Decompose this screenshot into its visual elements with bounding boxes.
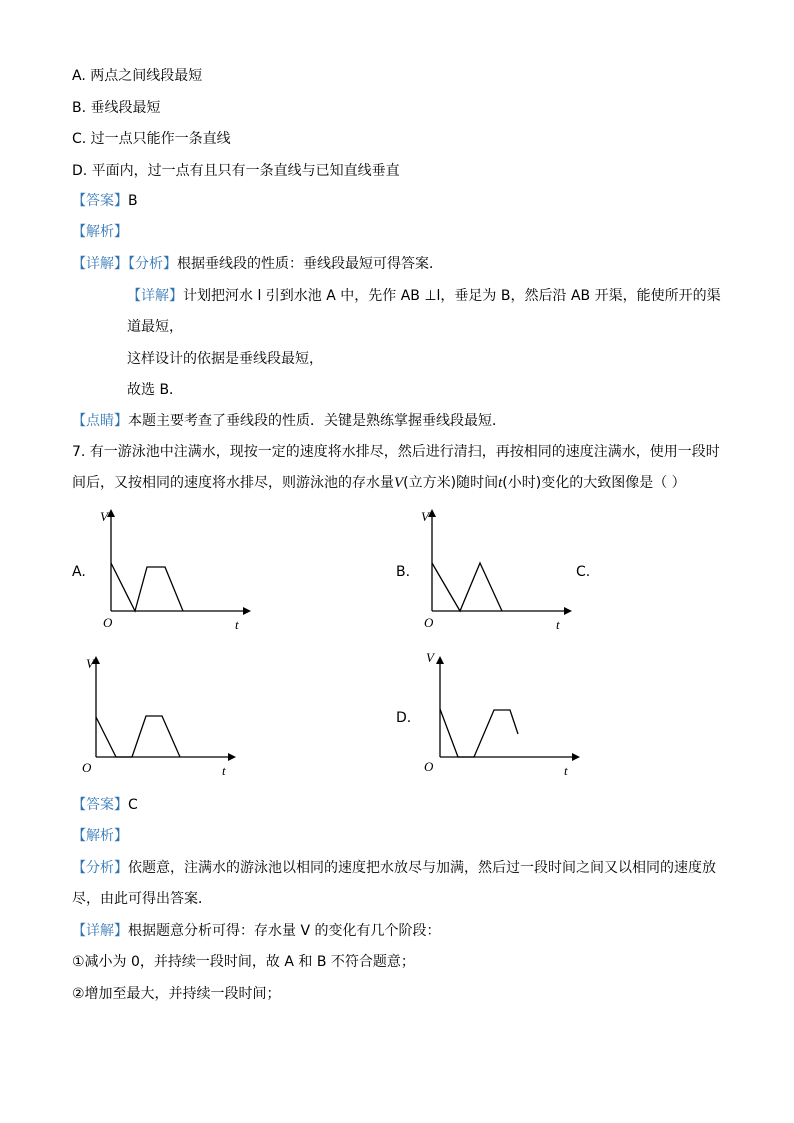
graph-b	[416, 505, 576, 635]
axis-t-label: t	[564, 763, 568, 778]
q6-analysis-tag: 【解析】	[72, 224, 128, 240]
graph-line	[111, 563, 183, 611]
q7-step2: ②增加至最大，并持续一段时间；	[72, 986, 281, 1002]
graph-c-label: C.	[576, 564, 591, 580]
graph-line	[432, 563, 502, 611]
axis-v-label: V	[426, 650, 434, 665]
analysis-text: 根据垂线段的性质：垂线段最短可得答案．	[177, 256, 443, 272]
graph-d	[424, 650, 584, 780]
q7-fenxi-cont: 尽，由此可得出答案．	[72, 891, 212, 907]
q7-stem-line1: 7. 有一游泳池中注满水，现按一定的速度将水排尽，然后进行清扫，再按相同的速度注满水，使用一段时	[72, 444, 720, 460]
q6-detail-cont: 道最短，	[127, 319, 183, 335]
graph-a	[95, 505, 255, 635]
axis-t-label: t	[235, 617, 239, 632]
x-arrow-icon	[243, 607, 251, 615]
graph-b-label: B.	[396, 564, 411, 580]
q6-comment	[72, 412, 506, 430]
answer-value: C	[128, 797, 138, 813]
q7-fenxi	[72, 859, 716, 877]
axis-o-label: O	[103, 615, 113, 630]
q7-step1: ①减小为 0，并持续一段时间，故 A 和 B 不符合题意；	[72, 954, 415, 970]
y-arrow-icon	[428, 509, 436, 517]
option-d: D. 平面内，过一点有且只有一条直线与已知直线垂直	[72, 163, 400, 179]
x-arrow-icon	[572, 753, 580, 761]
q6-reason: 这样设计的依据是垂线段最短，	[127, 351, 323, 367]
q7-answer	[72, 796, 138, 814]
detail-tag-2: 【详解】	[127, 288, 183, 304]
option-a: A. 两点之间线段最短	[72, 68, 203, 84]
option-c: C. 过一点只能作一条直线	[72, 131, 231, 147]
axis-v-label: V	[421, 509, 429, 524]
graph-d-label: D.	[396, 710, 412, 726]
comment-text: 本题主要考查了垂线段的性质．关键是熟练掌握垂线段最短．	[128, 413, 506, 429]
graph-line	[96, 716, 180, 757]
var-v: V	[394, 475, 404, 491]
answer-tag: 【答案】	[72, 193, 128, 209]
graph-line	[440, 709, 518, 757]
option-b: B. 垂线段最短	[72, 100, 161, 116]
analysis-inner-tag: 【分析】	[128, 256, 177, 272]
axis-o-label: O	[424, 759, 434, 774]
axis-t-label: t	[222, 763, 226, 778]
q7-stem-line2	[72, 474, 686, 492]
detail-tag: 【详解】	[72, 256, 128, 272]
detail-text: 计划把河水 l 引到水池 A 中，先作 AB ⊥l，垂足为 B，然后沿 AB 开渠，能使所开的渠	[183, 288, 721, 304]
stem-text-a: 间后，又按相同的速度将水排尽，则游泳池的存水量	[72, 475, 394, 491]
x-arrow-icon	[564, 607, 572, 615]
q6-detail	[127, 287, 721, 305]
axis-o-label: O	[82, 760, 92, 775]
y-arrow-icon	[436, 656, 444, 664]
axis-v-label: V	[86, 656, 94, 671]
x-arrow-icon	[228, 753, 236, 761]
detail-text: 根据题意分析可得：存水量 V 的变化有几个阶段：	[128, 923, 441, 939]
q6-choose: 故选 B．	[127, 382, 184, 398]
axis-t-label: t	[556, 617, 560, 632]
fenxi-text: 依题意，注满水的游泳池以相同的速度把水放尽与加满，然后过一段时间之间又以相同的速度放	[128, 860, 716, 876]
axis-o-label: O	[424, 615, 434, 630]
axis-v-label: V	[100, 509, 108, 524]
var-t: t	[498, 475, 503, 491]
q7-detail	[72, 922, 440, 940]
comment-tag: 【点睛】	[72, 413, 128, 429]
q6-answer	[72, 192, 138, 210]
detail-tag: 【详解】	[72, 923, 128, 939]
stem-text-b: (立方米)随时间	[403, 475, 499, 491]
graph-c	[80, 650, 240, 780]
answer-tag: 【答案】	[72, 797, 128, 813]
q7-analysis-tag: 【解析】	[72, 828, 128, 844]
stem-text-c: (小时)变化的大致图像是（ ）	[502, 475, 686, 491]
y-arrow-icon	[107, 509, 115, 517]
fenxi-tag: 【分析】	[72, 860, 128, 876]
answer-value: B	[128, 193, 138, 209]
q6-analysis	[72, 255, 443, 273]
graph-a-label: A.	[72, 564, 86, 580]
